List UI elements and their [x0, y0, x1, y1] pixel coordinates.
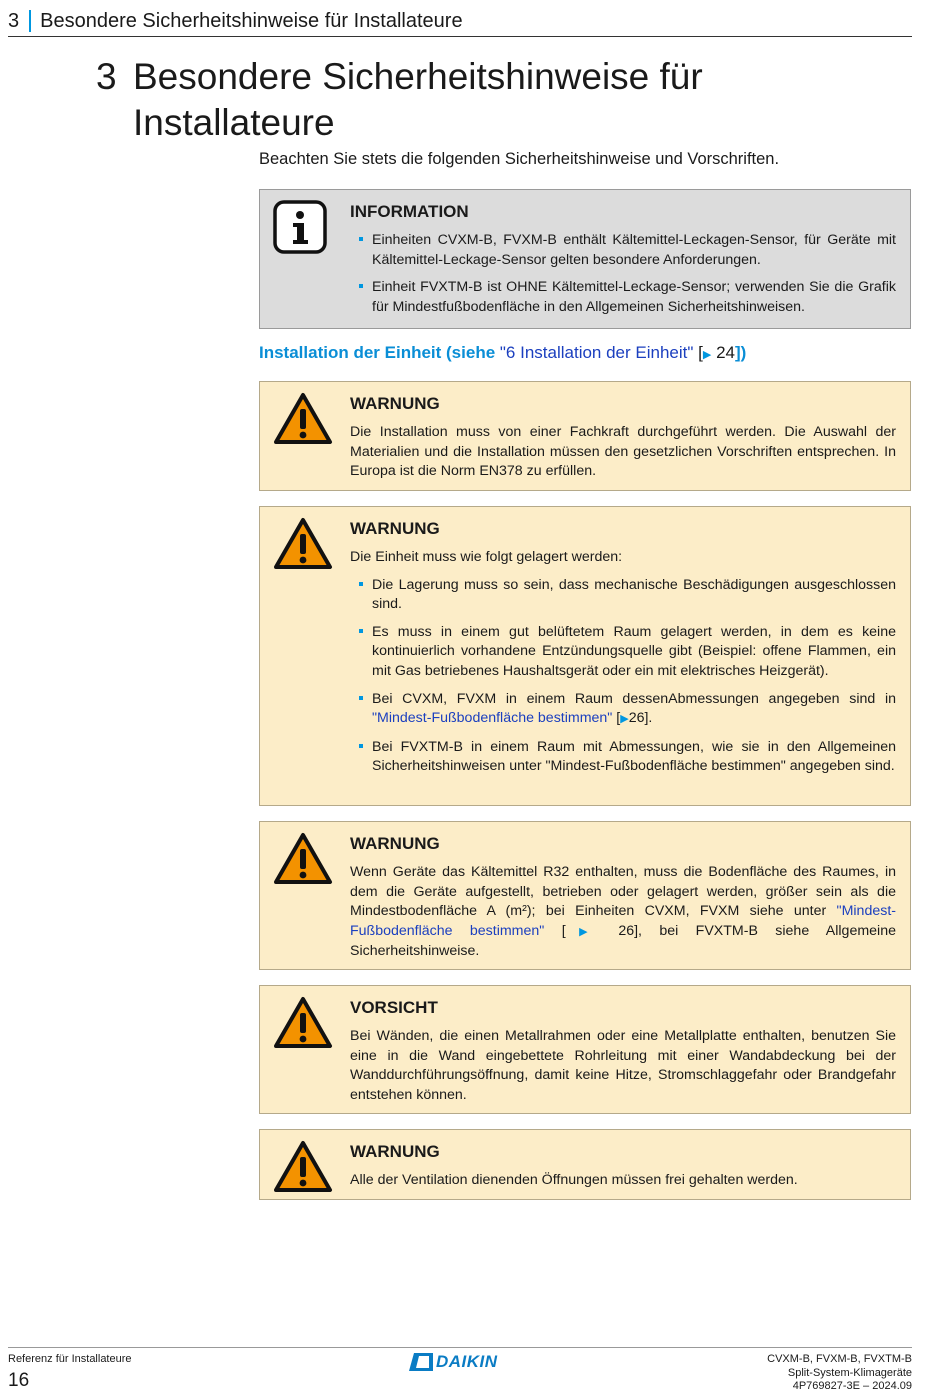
list-item: Einheiten CVXM-B, FVXM-B enthält Kältemittel-Leckagen-Sensor, für Geräte mit Kältemittel-Leckage-Sensor gelten besondere Anforderungen. [350, 231, 896, 270]
list-item: Einheit FVXTM-B ist OHNE Kältemittel-Leckage-Sensor; verwenden Sie die Grafik für Mindestfußbodenfläche in den Allgemeinen Sicherheitshinweisen. [350, 278, 896, 317]
chapter-title-line1: Besondere Sicherheitshinweise für [133, 56, 703, 97]
header-title: Besondere Sicherheitshinweise für Installateure [40, 10, 463, 32]
footer-document-type: Referenz für Installateure [8, 1353, 132, 1365]
chapter-number: 3 [96, 56, 117, 97]
reference-link[interactable]: "Mindest-Fußbodenfläche bestimmen" [350, 903, 896, 939]
intro-text: Beachten Sie stets die folgenden Sicherheitshinweise und Vorschriften. [259, 150, 780, 168]
warning-title: WARNUNG [350, 519, 440, 538]
warning-box-3 [259, 821, 911, 970]
section-close: ]) [735, 343, 747, 362]
list-item: Die Lagerung muss so sein, dass mechanische Beschädigungen ausgeschlossen sind. [350, 576, 896, 615]
chapter-title [96, 54, 896, 146]
footer-divider [8, 1347, 912, 1348]
caution-text: Bei Wänden, die einen Metallrahmen oder eine Metallplatte enthalten, benutzen Sie eine in die Wand eingebettete Rohrleitung mit einer Wandabdeckung bei der Wanddurchführungsöffnung, damit keine Hitze, Stromschlaggefahr oder Brandgefahr entstehen können. [350, 1028, 896, 1103]
warning-triangle-icon [273, 1140, 333, 1199]
warning-box-4 [259, 1129, 911, 1200]
warning-text: Wenn Geräte das Kältemittel R32 enthalten, muss die Bodenfläche des Raumes, in dem die Geräte aufgestellt, betrieben oder gelagert werden, größer sein als die Mindestbodenfläche A (m²); bei Einheiten CVXM, FVXM siehe unter "Mindest-Fußbodenfläche bestimmen" [▶ 26], bei FVXTM-B siehe Allgemeine Sicherheitshinweise. [350, 864, 896, 960]
chapter-title-text [133, 54, 703, 146]
warning-intro: Die Einheit muss wie folgt gelagert werden: [350, 549, 623, 565]
warning-text: Die Installation muss von einer Fachkraft durchgeführt werden. Die Auswahl der Materialien und die Installation müssen den gesetzlichen Vorschriften entsprechen. In Europa ist die Norm EN378 zu erfüllen. [350, 424, 896, 480]
section-bracket: [ [693, 343, 703, 362]
page-reference[interactable]: 26 [618, 922, 635, 939]
reference-link[interactable]: "Mindest-Fußbodenfläche bestimmen" [372, 710, 613, 727]
page-reference[interactable]: 26 [628, 710, 645, 727]
warning-title: WARNUNG [350, 394, 440, 413]
caution-box [259, 985, 911, 1114]
section-heading [259, 343, 746, 363]
footer-product-type: Split-System-Klimageräte [787, 1366, 912, 1379]
warning-triangle-icon [273, 392, 333, 451]
warning-title: WARNUNG [350, 1142, 440, 1161]
section-page-number[interactable]: 24 [716, 343, 735, 362]
page-arrow-icon: ▶ [620, 713, 629, 726]
warning-box-2 [259, 506, 911, 806]
footer-document-id: 4P769827-3E – 2024.09 [792, 1380, 912, 1392]
warning-triangle-icon [273, 517, 333, 576]
warning-list [350, 576, 896, 777]
info-icon [273, 200, 327, 259]
information-box [259, 189, 911, 329]
section-reference-link[interactable]: "6 Installation der Einheit" [499, 343, 694, 362]
section-heading-text: Installation der Einheit (siehe [259, 343, 500, 362]
caution-title: VORSICHT [350, 998, 438, 1017]
information-title: INFORMATION [350, 202, 469, 221]
header-chapter-number: 3 [8, 10, 20, 32]
daikin-logo-text: DAIKIN [436, 1352, 498, 1371]
information-list [350, 231, 896, 317]
page-arrow-icon: ▶ [565, 925, 601, 938]
warning-text: Alle der Ventilation dienenden Öffnungen müssen frei gehalten werden. [350, 1172, 798, 1188]
warning-title: WARNUNG [350, 834, 440, 853]
warning-box-1 [259, 381, 911, 491]
page-number: 16 [8, 1370, 30, 1391]
list-item: Bei FVXTM-B in einem Raum mit Abmessungen, wie sie in den Allgemeinen Sicherheitshinweisen unter "Mindest-Fußbodenfläche bestimmen" angegeben sind. [350, 738, 896, 777]
page-arrow-icon: ▶ [702, 349, 712, 361]
warning-triangle-icon [273, 832, 333, 891]
footer-product-info [767, 1353, 912, 1394]
running-header [8, 6, 912, 37]
list-item: Es muss in einem gut belüftetem Raum gelagert werden, in dem es keine kontinuierlich vorhandene Entzündungsquelle gibt (Beispiel: offene Flammen, ein mit Gas betriebenes Haushaltsgerät oder ein mit elektrisches Heizgerät). [350, 623, 896, 682]
chapter-title-line2: Installateure [133, 102, 335, 143]
warning-triangle-icon [273, 996, 333, 1055]
footer-models: CVXM-B, FVXM-B, FVXTM-B [767, 1353, 912, 1365]
daikin-logo [408, 1352, 498, 1372]
header-divider [29, 10, 31, 32]
daikin-logo-icon [408, 1352, 434, 1372]
list-item: Bei CVXM, FVXM in einem Raum dessenAbmessungen angegeben sind in "Mindest-Fußbodenfläche bestimmen" [▶26]. [350, 690, 896, 730]
